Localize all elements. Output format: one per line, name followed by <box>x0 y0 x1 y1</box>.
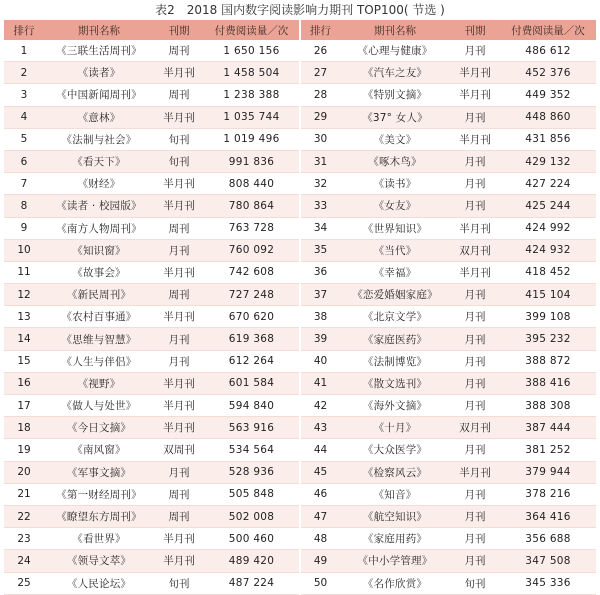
period-cell: 半月刊 <box>154 417 204 439</box>
journal-name-cell: 《名作欣赏》 <box>340 572 450 594</box>
paid-reads-cell: 612 264 <box>204 350 300 372</box>
paid-reads-cell: 429 132 <box>500 150 596 172</box>
paid-reads-cell: 387 444 <box>500 417 596 439</box>
table-row <box>4 106 596 128</box>
rank-cell: 36 <box>300 261 340 283</box>
paid-reads-cell: 500 460 <box>204 528 300 550</box>
paid-reads-cell: 563 916 <box>204 417 300 439</box>
paid-reads-cell: 381 252 <box>500 439 596 461</box>
header-reads-b: 付费阅读量／次 <box>500 20 596 40</box>
journal-name-cell: 《散文选刊》 <box>340 372 450 394</box>
period-cell: 周刊 <box>154 84 204 106</box>
period-cell: 半月刊 <box>154 261 204 283</box>
rank-cell: 40 <box>300 350 340 372</box>
rank-cell: 32 <box>300 173 340 195</box>
journal-name-cell: 《啄木鸟》 <box>340 150 450 172</box>
rank-cell: 27 <box>300 62 340 84</box>
journal-name-cell: 《十月》 <box>340 417 450 439</box>
table-row <box>4 350 596 372</box>
rank-cell: 42 <box>300 395 340 417</box>
period-cell: 月刊 <box>154 461 204 483</box>
table-row <box>4 395 596 417</box>
rank-cell: 6 <box>4 150 44 172</box>
journal-name-cell: 《家庭医药》 <box>340 328 450 350</box>
journal-name-cell: 《领导文萃》 <box>44 550 154 572</box>
table-row <box>4 328 596 350</box>
period-cell: 半月刊 <box>154 550 204 572</box>
journal-name-cell: 《中国新闻周刊》 <box>44 84 154 106</box>
paid-reads-cell: 395 232 <box>500 328 596 350</box>
table-row <box>4 128 596 150</box>
rank-cell: 33 <box>300 195 340 217</box>
period-cell: 半月刊 <box>154 195 204 217</box>
paid-reads-cell: 991 836 <box>204 150 300 172</box>
paid-reads-cell: 502 008 <box>204 505 300 527</box>
journal-name-cell: 《今日文摘》 <box>44 417 154 439</box>
journal-name-cell: 《检察风云》 <box>340 461 450 483</box>
period-cell: 月刊 <box>450 150 500 172</box>
table-row <box>4 150 596 172</box>
period-cell: 双周刊 <box>154 439 204 461</box>
table-row <box>4 550 596 572</box>
table-row <box>4 461 596 483</box>
paid-reads-cell: 489 420 <box>204 550 300 572</box>
table-row <box>4 505 596 527</box>
rank-cell: 8 <box>4 195 44 217</box>
table-row <box>4 62 596 84</box>
table-row <box>4 284 596 306</box>
rank-cell: 14 <box>4 328 44 350</box>
paid-reads-cell: 1 019 496 <box>204 128 300 150</box>
journal-name-cell: 《汽车之友》 <box>340 62 450 84</box>
rank-cell: 31 <box>300 150 340 172</box>
paid-reads-cell: 594 840 <box>204 395 300 417</box>
rank-cell: 30 <box>300 128 340 150</box>
period-cell: 月刊 <box>450 550 500 572</box>
paid-reads-cell: 424 992 <box>500 217 596 239</box>
table-caption: 表2 2018 国内数字阅读影响力期刊 TOP100( 节选 ) <box>155 3 445 17</box>
journal-name-cell: 《女友》 <box>340 195 450 217</box>
journal-name-cell: 《南方人物周刊》 <box>44 217 154 239</box>
paid-reads-cell: 388 308 <box>500 395 596 417</box>
journal-name-cell: 《做人与处世》 <box>44 395 154 417</box>
period-cell: 月刊 <box>450 40 500 62</box>
period-cell: 旬刊 <box>154 572 204 594</box>
period-cell: 月刊 <box>450 195 500 217</box>
journal-name-cell: 《军事文摘》 <box>44 461 154 483</box>
period-cell: 周刊 <box>154 284 204 306</box>
header-period-a: 刊期 <box>154 20 204 40</box>
period-cell: 月刊 <box>450 106 500 128</box>
journal-name-cell: 《读者》 <box>44 62 154 84</box>
rank-cell: 29 <box>300 106 340 128</box>
rank-cell: 46 <box>300 483 340 505</box>
journal-name-cell: 《人生与伴侣》 <box>44 350 154 372</box>
paid-reads-cell: 427 224 <box>500 173 596 195</box>
rank-cell: 45 <box>300 461 340 483</box>
header-rank-a: 排行 <box>4 20 44 40</box>
table-row <box>4 483 596 505</box>
paid-reads-cell: 388 872 <box>500 350 596 372</box>
rank-cell: 26 <box>300 40 340 62</box>
header-period-b: 刊期 <box>450 20 500 40</box>
rank-cell: 34 <box>300 217 340 239</box>
header-reads-a: 付费阅读量／次 <box>204 20 300 40</box>
rank-cell: 25 <box>4 572 44 594</box>
header-rank-b: 排行 <box>300 20 340 40</box>
period-cell: 半月刊 <box>154 106 204 128</box>
rank-cell: 12 <box>4 284 44 306</box>
paid-reads-cell: 356 688 <box>500 528 596 550</box>
period-cell: 周刊 <box>154 483 204 505</box>
rank-cell: 20 <box>4 461 44 483</box>
journal-name-cell: 《法制博览》 <box>340 350 450 372</box>
paid-reads-cell: 388 416 <box>500 372 596 394</box>
period-cell: 旬刊 <box>154 128 204 150</box>
period-cell: 半月刊 <box>450 461 500 483</box>
rank-cell: 19 <box>4 439 44 461</box>
paid-reads-cell: 601 584 <box>204 372 300 394</box>
rank-cell: 17 <box>4 395 44 417</box>
period-cell: 半月刊 <box>154 528 204 550</box>
rank-cell: 7 <box>4 173 44 195</box>
journal-name-cell: 《航空知识》 <box>340 505 450 527</box>
period-cell: 半月刊 <box>154 372 204 394</box>
paid-reads-cell: 424 932 <box>500 239 596 261</box>
journal-name-cell: 《南风窗》 <box>44 439 154 461</box>
journal-name-cell: 《恋爱婚姻家庭》 <box>340 284 450 306</box>
table-row <box>4 572 596 594</box>
paid-reads-cell: 431 856 <box>500 128 596 150</box>
journal-name-cell: 《世界知识》 <box>340 217 450 239</box>
journal-name-cell: 《思维与智慧》 <box>44 328 154 350</box>
table-row <box>4 306 596 328</box>
rank-cell: 44 <box>300 439 340 461</box>
period-cell: 旬刊 <box>154 150 204 172</box>
table-row <box>4 239 596 261</box>
paid-reads-cell: 760 092 <box>204 239 300 261</box>
period-cell: 周刊 <box>154 40 204 62</box>
rank-cell: 5 <box>4 128 44 150</box>
rank-cell: 48 <box>300 528 340 550</box>
journal-name-cell: 《财经》 <box>44 173 154 195</box>
rank-cell: 47 <box>300 505 340 527</box>
paid-reads-cell: 378 216 <box>500 483 596 505</box>
rank-cell: 9 <box>4 217 44 239</box>
paid-reads-cell: 486 612 <box>500 40 596 62</box>
table-row <box>4 372 596 394</box>
paid-reads-cell: 780 864 <box>204 195 300 217</box>
table-row <box>4 173 596 195</box>
period-cell: 月刊 <box>450 306 500 328</box>
paid-reads-cell: 808 440 <box>204 173 300 195</box>
paid-reads-cell: 534 564 <box>204 439 300 461</box>
period-cell: 半月刊 <box>450 84 500 106</box>
paid-reads-cell: 742 608 <box>204 261 300 283</box>
journal-name-cell: 《大众医学》 <box>340 439 450 461</box>
journal-name-cell: 《三联生活周刊》 <box>44 40 154 62</box>
rank-cell: 41 <box>300 372 340 394</box>
paid-reads-cell: 727 248 <box>204 284 300 306</box>
paid-reads-cell: 448 860 <box>500 106 596 128</box>
journal-name-cell: 《瞭望东方周刊》 <box>44 505 154 527</box>
journal-name-cell: 《海外文摘》 <box>340 395 450 417</box>
table-row <box>4 40 596 62</box>
journal-name-cell: 《农村百事通》 <box>44 306 154 328</box>
rank-cell: 3 <box>4 84 44 106</box>
journal-name-cell: 《读者 · 校园版》 <box>44 195 154 217</box>
rank-cell: 16 <box>4 372 44 394</box>
rank-cell: 49 <box>300 550 340 572</box>
table-header-row <box>4 20 596 40</box>
rank-cell: 38 <box>300 306 340 328</box>
period-cell: 半月刊 <box>154 62 204 84</box>
rank-cell: 2 <box>4 62 44 84</box>
period-cell: 月刊 <box>450 372 500 394</box>
paid-reads-cell: 619 368 <box>204 328 300 350</box>
journal-name-cell: 《特别文摘》 <box>340 84 450 106</box>
table-row <box>4 417 596 439</box>
paid-reads-cell: 1 035 744 <box>204 106 300 128</box>
journal-name-cell: 《读书》 <box>340 173 450 195</box>
journal-name-cell: 《知音》 <box>340 483 450 505</box>
table-row <box>4 439 596 461</box>
paid-reads-cell: 364 416 <box>500 505 596 527</box>
paid-reads-cell: 347 508 <box>500 550 596 572</box>
period-cell: 月刊 <box>154 350 204 372</box>
paid-reads-cell: 1 458 504 <box>204 62 300 84</box>
rank-cell: 28 <box>300 84 340 106</box>
journal-name-cell: 《新民周刊》 <box>44 284 154 306</box>
period-cell: 周刊 <box>154 505 204 527</box>
header-name-b: 期刊名称 <box>340 20 450 40</box>
journal-name-cell: 《幸福》 <box>340 261 450 283</box>
journal-name-cell: 《故事会》 <box>44 261 154 283</box>
journal-ranking-table <box>4 20 596 595</box>
journal-name-cell: 《家庭用药》 <box>340 528 450 550</box>
period-cell: 双月刊 <box>450 417 500 439</box>
paid-reads-cell: 379 944 <box>500 461 596 483</box>
period-cell: 旬刊 <box>450 572 500 594</box>
paid-reads-cell: 449 352 <box>500 84 596 106</box>
period-cell: 月刊 <box>450 173 500 195</box>
paid-reads-cell: 670 620 <box>204 306 300 328</box>
paid-reads-cell: 415 104 <box>500 284 596 306</box>
rank-cell: 11 <box>4 261 44 283</box>
journal-name-cell: 《人民论坛》 <box>44 572 154 594</box>
period-cell: 半月刊 <box>450 128 500 150</box>
rank-cell: 4 <box>4 106 44 128</box>
journal-name-cell: 《37° 女人》 <box>340 106 450 128</box>
paid-reads-cell: 399 108 <box>500 306 596 328</box>
paid-reads-cell: 452 376 <box>500 62 596 84</box>
rank-cell: 1 <box>4 40 44 62</box>
period-cell: 月刊 <box>450 328 500 350</box>
period-cell: 月刊 <box>450 505 500 527</box>
journal-name-cell: 《法制与社会》 <box>44 128 154 150</box>
period-cell: 双月刊 <box>450 239 500 261</box>
journal-name-cell: 《看天下》 <box>44 150 154 172</box>
rank-cell: 43 <box>300 417 340 439</box>
table-row <box>4 261 596 283</box>
paid-reads-cell: 418 452 <box>500 261 596 283</box>
rank-cell: 10 <box>4 239 44 261</box>
period-cell: 半月刊 <box>450 62 500 84</box>
period-cell: 月刊 <box>450 483 500 505</box>
journal-name-cell: 《美文》 <box>340 128 450 150</box>
period-cell: 月刊 <box>450 439 500 461</box>
rank-cell: 21 <box>4 483 44 505</box>
table-row <box>4 217 596 239</box>
period-cell: 周刊 <box>154 217 204 239</box>
journal-name-cell: 《北京文学》 <box>340 306 450 328</box>
table-row <box>4 195 596 217</box>
paid-reads-cell: 763 728 <box>204 217 300 239</box>
period-cell: 半月刊 <box>154 395 204 417</box>
period-cell: 月刊 <box>154 328 204 350</box>
rank-cell: 22 <box>4 505 44 527</box>
period-cell: 月刊 <box>450 350 500 372</box>
journal-name-cell: 《看世界》 <box>44 528 154 550</box>
journal-name-cell: 《意林》 <box>44 106 154 128</box>
journal-name-cell: 《视野》 <box>44 372 154 394</box>
paid-reads-cell: 528 936 <box>204 461 300 483</box>
rank-cell: 13 <box>4 306 44 328</box>
period-cell: 半月刊 <box>450 261 500 283</box>
period-cell: 半月刊 <box>154 173 204 195</box>
rank-cell: 50 <box>300 572 340 594</box>
period-cell: 月刊 <box>450 395 500 417</box>
period-cell: 半月刊 <box>154 306 204 328</box>
paid-reads-cell: 345 336 <box>500 572 596 594</box>
period-cell: 月刊 <box>450 284 500 306</box>
paid-reads-cell: 505 848 <box>204 483 300 505</box>
rank-cell: 37 <box>300 284 340 306</box>
period-cell: 月刊 <box>450 528 500 550</box>
table-row <box>4 528 596 550</box>
rank-cell: 18 <box>4 417 44 439</box>
journal-name-cell: 《中小学管理》 <box>340 550 450 572</box>
rank-cell: 23 <box>4 528 44 550</box>
journal-name-cell: 《心理与健康》 <box>340 40 450 62</box>
table-body <box>4 40 596 594</box>
paid-reads-cell: 1 650 156 <box>204 40 300 62</box>
table-row <box>4 84 596 106</box>
period-cell: 半月刊 <box>450 217 500 239</box>
rank-cell: 39 <box>300 328 340 350</box>
period-cell: 月刊 <box>154 239 204 261</box>
rank-cell: 24 <box>4 550 44 572</box>
paid-reads-cell: 1 238 388 <box>204 84 300 106</box>
paid-reads-cell: 425 244 <box>500 195 596 217</box>
journal-name-cell: 《第一财经周刊》 <box>44 483 154 505</box>
journal-name-cell: 《知识窗》 <box>44 239 154 261</box>
journal-name-cell: 《当代》 <box>340 239 450 261</box>
paid-reads-cell: 487 224 <box>204 572 300 594</box>
header-name-a: 期刊名称 <box>44 20 154 40</box>
rank-cell: 35 <box>300 239 340 261</box>
rank-cell: 15 <box>4 350 44 372</box>
